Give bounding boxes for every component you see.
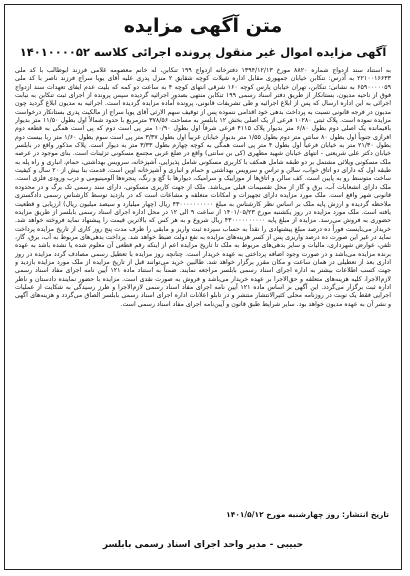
- notice-body: به استناد سند ازدواج شماره ۸۸۲۰ مورخ ۱۳۹۴/۱۲/۱۳ دفترخانه ازدواج ۱۹۹ تنکابن، له خانم معصومه غلامی فرزند ابوطالب با کد ملی ۲۲۱۰۰۱۶۶۳۳ به آدرس: تنکابن خیابان جمهوری مقابل اداره شیلات کوچه شقایق ۲ منزل پدری علیه آقای یویا سراج فرزند ناصر با کد ملی ۶۵۹۰۰۰۰۰۵۹ به نشانی: تنکابن، تهران خیابان پارس کوچه ۱۶۰ شرقی انتهای کوچه ۴ به ساعت دو کمه که بلیت عدم ایفای تعهدات سند ازدواج فوق از ناحیه مدیون، بستانکار از طریق دفتر اسناد رسمی ۱۹۹ تنکابن منتهی بصدور اجرائیه گردیده سپس پرونده از اجرای ثبت تنکابن به نیابت اجرائی به این اداره ارسال که پس از ابلاغ اجرائیه و طی تشریفات قانونی، پرونده آماده مزایده گردیده است. اجرائیه به مدیون ابلاغ گردید چون مدیون در فرجه قانونی نسبت به پرداخت بدهی خود اقدامی ننموده پس از توقیف سهم الارثی آقای یویا سراج از مالکیت پدری بستانکار درخواست مزایده نموده است. پلاک ثبتی ۱۰۲۸۰ فرعی از یک اصلی بخش ۱۲ بابلسر به مساحت ۳۷۸/۵۶ مترمربع با حدود شمالاً اول بطول ۱۱/۵۰ متر بدیوار باقیمانده یک اصلی دوم بطول ۶/۸۰ متر بدیوار پلاک ۴۱۱۵ فرعی شرقاً اول بطول ۱۰/۹۰ متر پی است دوم که پی است همگی به قطعه دوم افرازی جنوباً اول بطول ۸۰ سانتی متر دوم بطول ۱/۵۵ متر بدیوار خیابان غربیاً اول بطول ۳/۳۷ متر پی است سوم بطول ۱/۶۰ متر ربا بیست دوم بطول ۲۱/۳۰ متر به خیابان فرعیاً اول بطول ۴ متر پی است همگی به کوچه چهارم بطول ۳/۳۳ متر به دیوار است. پلاک مذکور واقع در بابلسر خیابان دکتر علی شریعتی - انتهای خیابان شهید مطهری (کی بن سانتی) واقع در ضلع غربی مجتمع مسکونی تزئینات است. بنای موجود در عرصه ملک مسکونی ویلائی مشتمل بر دو طبقه شامل همکف با کاربری مسکونی شامل پذیرایی، آشپزخانه، سرویس بهداشتی، حمام، انباری و راه پله به طبقه اول که دارای دو اتاق خواب، سالن و تراس و سرویس بهداشتی و حمام و انباری و آشپزخانه اوپن است. قدمت بنا بیش از ۲۰ سال و کیفیت ساخت متوسط رو به پایین است. کف سالن و اتاق‌ها از موزاییک و سرامیک، دیوارها با گچ و رنگ، پنجره‌ها آلومینیومی و درب ورودی فلزی است. ملک دارای انشعابات آب، برق و گاز از محل تقسیمات قبلی می‌باشد. ملک از جهت کاربری مسکونی، دارای سند رسمی تک برگ و در محدوده قانونی شهر واقع است. ملک مورد مزایده دارای تجهیزات و امکانات متعلقه و مشاعات است که در بازدید توسط کارشناس رسمی دادگستری ملاحظه گردیده و ارزش پایه ملک بر اساس نظر کارشناس به مبلغ ۴۳۰۰۰۰۰۰۰۰۰۰ ریال (چهار میلیارد و سیصد میلیون ریال) ارزیابی و قطعیت یافته است. ملک مورد مزایده در روز یکشنبه مورخ ۱۴۰۱/۰۵/۲۳ از ساعت ۹ الی ۱۲ در محل اداره اجرای اسناد رسمی بابلسر از طریق مزایده حضوری به فروش می‌رسد. مزایده از مبلغ پایه ۴۳۰۰۰۰۰۰۰۰۰۰ ریال شروع و به هر کس که بالاترین قیمت را پیشنهاد نماید فروخته خواهد شد. خریدار می‌بایست فوراً ده درصد مبلغ پیشنهادی را نقداً به حساب سپرده ثبت واریز و مابقی را ظرف مدت پنج روز کاری از تاریخ مزایده پرداخت نماید در غیر این صورت ده درصد واریزی پس از کسر هزینه‌های مزایده به نفع دولت ضبط خواهد شد. پرداخت بدهی‌های مربوط به آب، برق، گاز، تلفن، عوارض شهرداری، مالیات و سایر بدهی‌های مربوط به ملک تا تاریخ مزایده اعم از اینکه رقم قطعی آن معلوم شده یا نشده باشد به عهده برنده مزایده می‌باشد و در صورت وجود اضافه پرداختی به عهده خریدار است. چنانچه روز مزایده با تعطیل رسمی مصادف گردد مزایده در روز اداری بعد از تعطیلی در همان ساعت و مکان مقرر برگزار خواهد شد. طالبین خرید می‌توانند قبل از تاریخ مزایده از ملک مورد مزایده بازدید و جهت کسب اطلاعات بیشتر به اداره اجرای اسناد رسمی بابلسر مراجعه نمایند. ضمناً به استناد ماده ۱۲۱ آیین نامه اجرای مفاد اسناد رسمی لازم‌الاجرا، کلیه هزینه‌های متعلقه و حق‌الاجرا بر عهده خریدار می‌باشد و فروش به صورت نقدی است. مزایده با حضور نماینده دادستان و ناظر اداره ثبت برگزار می‌گردد. این آگهی بر اساس ماده ۱۲۱ آیین نامه اجرای مفاد اسناد رسمی لازم‌الاجرا و طرز رسیدگی به شکایت از عملیات اجرایی فقط یک نوبت در روزنامه محلی کثیرالانتشار منتشر و در تابلو اعلانات اداره اجرای اسناد رسمی بابلسر الصاق می‌گردد و هزینه‌های آگهی و نشر آن به عهده مدیون خواهد بود. سایر شرایط طبق قانون و آیین‌نامه اجرای مفاد اسناد رسمی است.: [15, 67, 391, 308]
- notice-frame: [4, 4, 402, 570]
- notice-subtitle: آگهی مزایده اموال غیر منقول پرونده اجرائی کلاسه ۱۴۰۱۰۰۰۰۵۲: [19, 45, 387, 59]
- notice-title: متن آگهی مزایده: [123, 15, 283, 37]
- publication-date: تاریخ انتشار: روز چهارشنبه مورخ ۱۴۰۱/۵/۱۲: [226, 510, 389, 519]
- notice-signature: حبیبی - مدیر واحد اجرای اسناد رسمی بابلسر: [102, 540, 304, 550]
